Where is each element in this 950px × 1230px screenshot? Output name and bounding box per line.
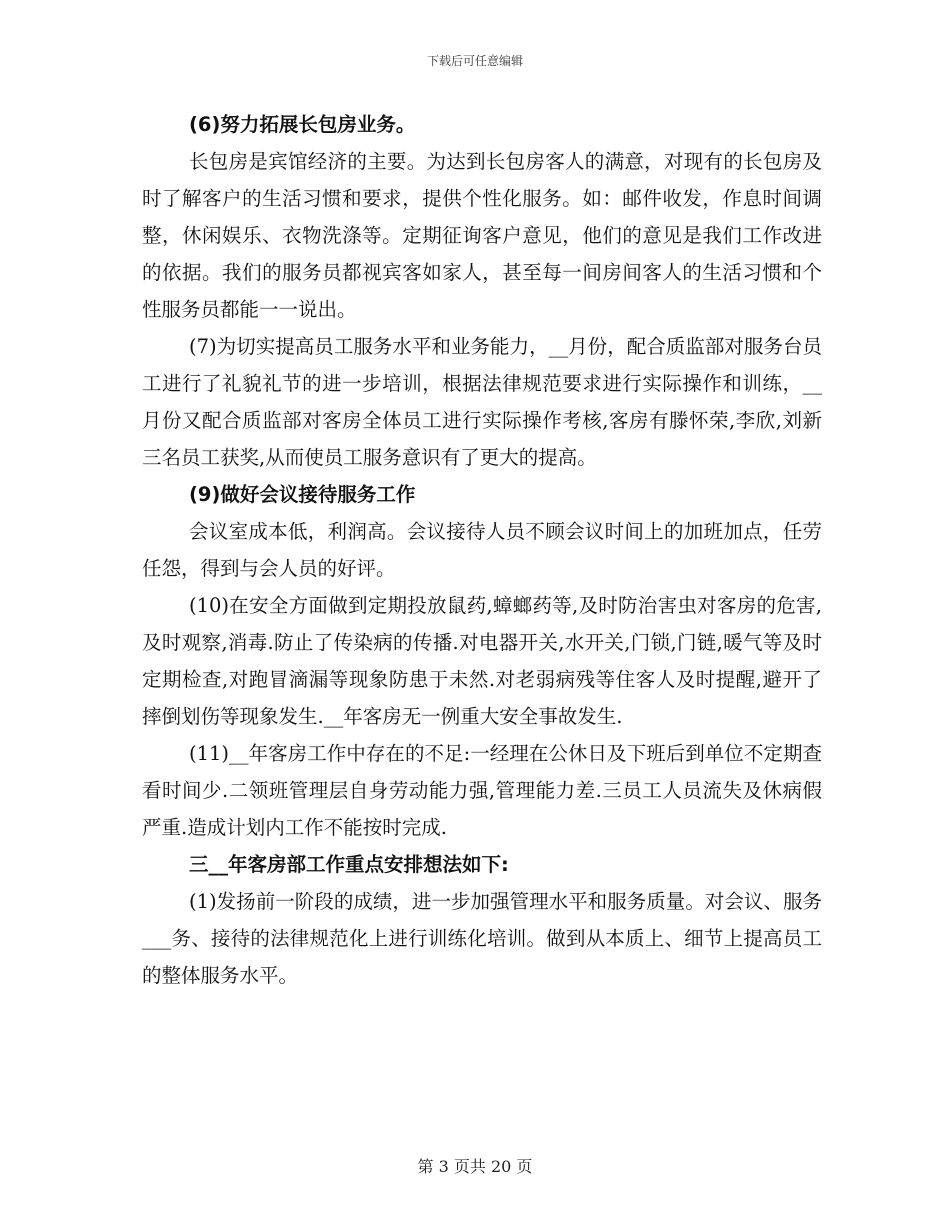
- page-number-footer: 第 3 页共 20 页: [417, 1157, 533, 1176]
- body-paragraph: (7)为切实提高员工服务水平和业务能力，__月份，配合质监部对服务台员工进行了礼貌礼节的进一步培训，根据法律规范要求进行实际操作和训练，__月份又配合质监部对客房全体员工进行实际操作考核,客房有滕怀荣,李欣,刘新三名员工获奖,从而使员工服务意识有了更大的提高。: [142, 335, 822, 469]
- section-heading: (9)做好会议接待服务工作: [189, 483, 416, 506]
- body-paragraph: (1)发扬前一阶段的成绩，进一步加强管理水平和服务质量。对会议、服务___务、接待的法律规范化上进行训练化培训。做到从本质上、细节上提高员工的整体服务水平。: [142, 890, 822, 987]
- page-header: 下载后可任意编辑: [426, 54, 523, 68]
- section-heading: (6)努力拓展长包房业务。: [189, 113, 416, 136]
- body-paragraph: 会议室成本低，利润高。会议接待人员不顾会议时间上的加班加点，任劳任怨，得到与会人员的好评。: [142, 520, 822, 580]
- page-content: [142, 106, 822, 994]
- body-paragraph: (10)在安全方面做到定期投放鼠药,蟑螂药等,及时防治害虫对客房的危害,及时观察,消毒.防止了传染病的传播.对电器开关,水开关,门锁,门链,暖气等及时定期检查,对跑冒滴漏等现象防患于未然.对老弱病残等住客人及时提醒,避开了摔倒划伤等现象发生.__年客房无一例重大安全事故发生.: [142, 594, 822, 728]
- body-paragraph: (11)__年客房工作中存在的不足:一经理在公休日及下班后到单位不定期查看时间少.二领班管理层自身劳动能力强,管理能力差.三员工人员流失及休病假严重.造成计划内工作不能按时完成.: [142, 742, 822, 839]
- section-heading: 三__年客房部工作重点安排想法如下:: [189, 853, 509, 876]
- body-paragraph: 长包房是宾馆经济的主要。为达到长包房客人的满意，对现有的长包房及时了解客户的生活习惯和要求，提供个性化服务。如：邮件收发，作息时间调整，休闲娱乐、衣物洗涤等。定期征询客户意见，他们的意见是我们工作改进的依据。我们的服务员都视宾客如家人，甚至每一间房间客人的生活习惯和个性服务员都能一一说出。: [142, 150, 822, 321]
